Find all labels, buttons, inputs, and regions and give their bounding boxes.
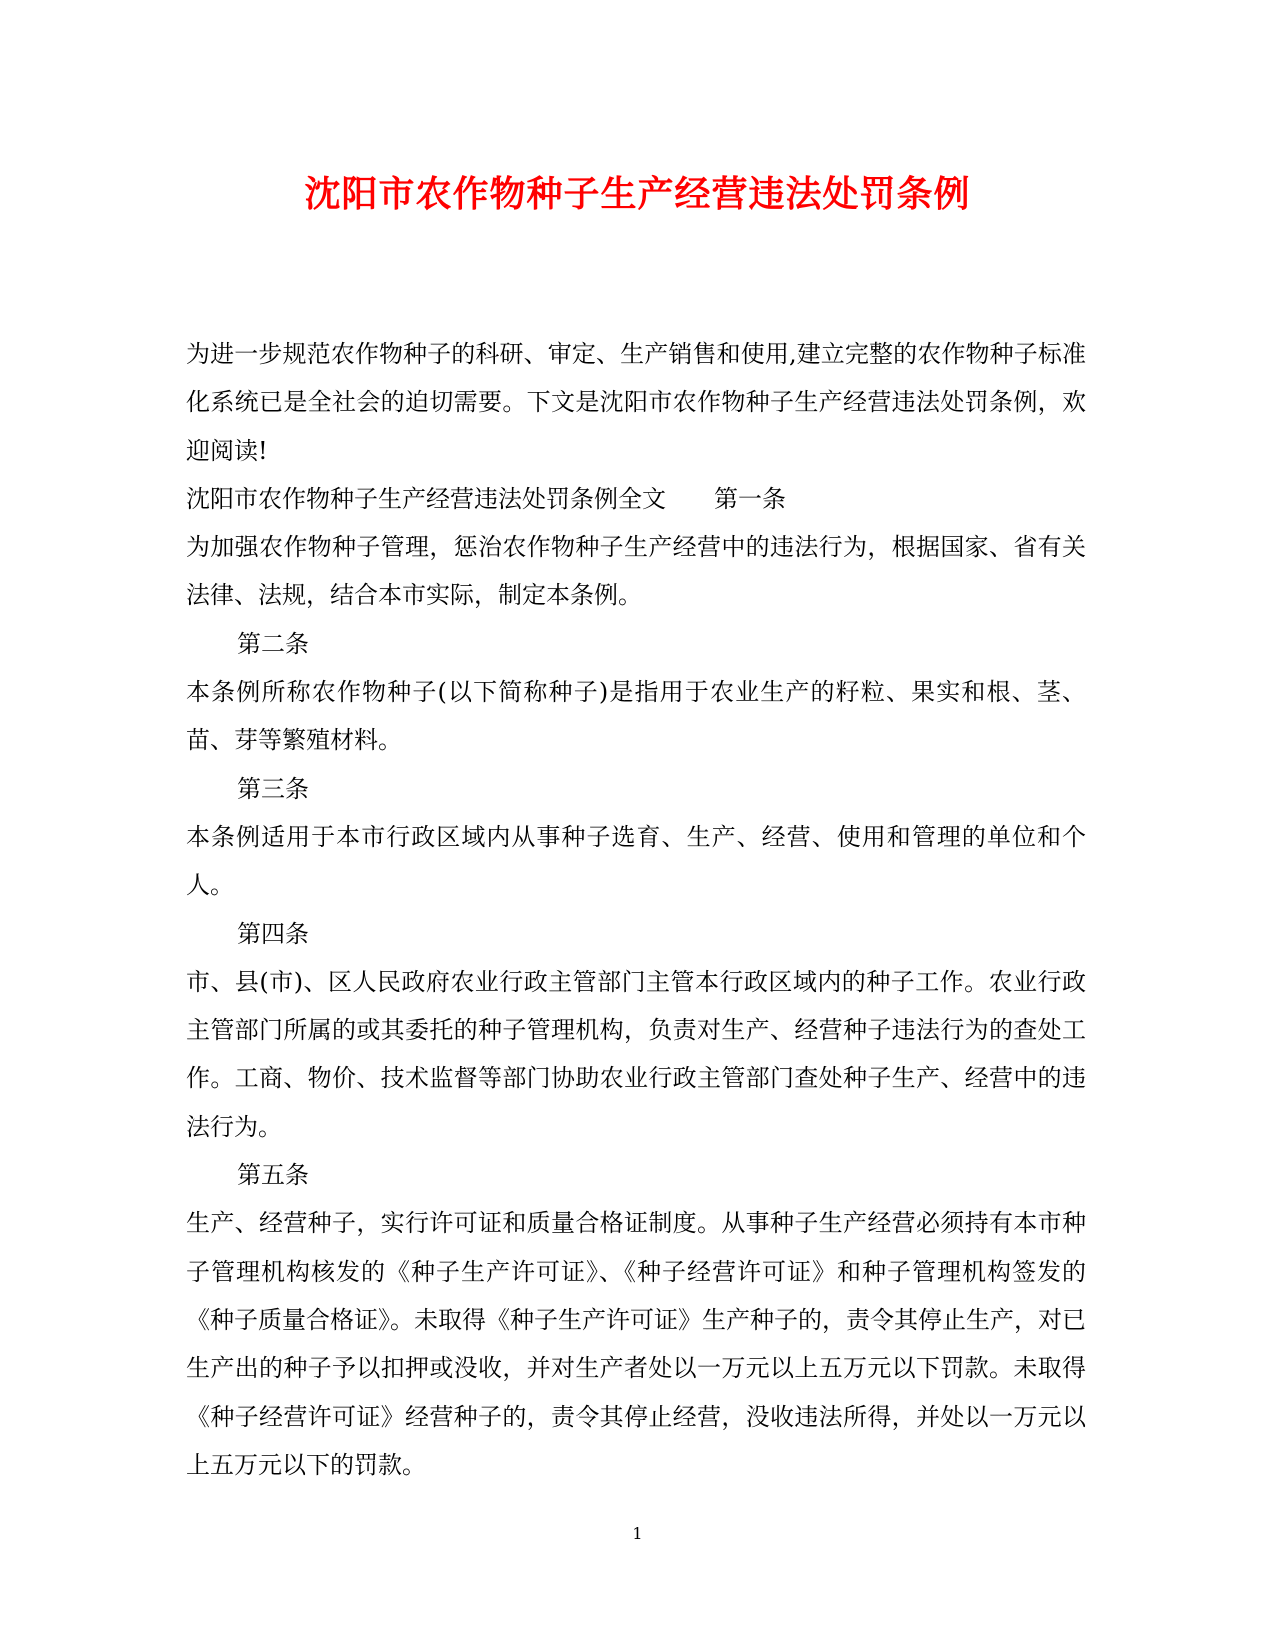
document-body xyxy=(186,330,1086,1489)
article-1-heading: 第一条 xyxy=(714,484,786,513)
document-title: 沈阳市农作物种子生产经营违法处罚条例 xyxy=(304,173,971,215)
article-1-text: 为加强农作物种子管理，惩治农作物种子生产经营中的违法行为，根据国家、省有关法律、法规，结合本市实际，制定本条例。 xyxy=(186,533,1086,610)
page-number: 1 xyxy=(632,1524,643,1543)
article-5-text: 生产、经营种子，实行许可证和质量合格证制度。从事种子生产经营必须持有本市种子管理机构核发的《种子生产许可证》、《种子经营许可证》和种子管理机构签发的《种子质量合格证》。未取得《种子生产许可证》生产种子的，责令其停止生产，对已生产出的种子予以扣押或没收，并对生产者处以一万元以上五万元以下罚款。未取得《种子经营许可证》经营种子的，责令其停止经营，没收违法所得，并处以一万元以上五万元以下的罚款。 xyxy=(186,1209,1086,1479)
article-3-text: 本条例适用于本市行政区域内从事种子选育、生产、经营、使用和管理的单位和个人。 xyxy=(186,822,1086,900)
article-3-heading: 第三条 xyxy=(237,774,309,803)
article-4-heading: 第四条 xyxy=(237,919,309,948)
article-2-heading: 第二条 xyxy=(237,629,309,658)
fulltext-heading-line xyxy=(186,475,1086,523)
intro-paragraph: 为进一步规范农作物种子的科研、审定、生产销售和使用,建立完整的农作物种子标准化系统已是全社会的迫切需要。下文是沈阳市农作物种子生产经营违法处罚条例，欢迎阅读! xyxy=(186,340,1086,465)
article-4-text: 市、县(市)、区人民政府农业行政主管部门主管本行政区域内的种子工作。农业行政主管部门所属的或其委托的种子管理机构，负责对生产、经营种子违法行为的查处工作。工商、物价、技术监督等部门协助农业行政主管部门查处种子生产、经营中的违法行为。 xyxy=(186,967,1086,1141)
article-2-text: 本条例所称农作物种子(以下简称种子)是指用于农业生产的籽粒、果实和根、茎、苗、芽等繁殖材料。 xyxy=(186,678,1086,755)
fulltext-heading: 沈阳市农作物种子生产经营违法处罚条例全文 xyxy=(186,484,666,513)
article-5-heading: 第五条 xyxy=(237,1161,309,1190)
